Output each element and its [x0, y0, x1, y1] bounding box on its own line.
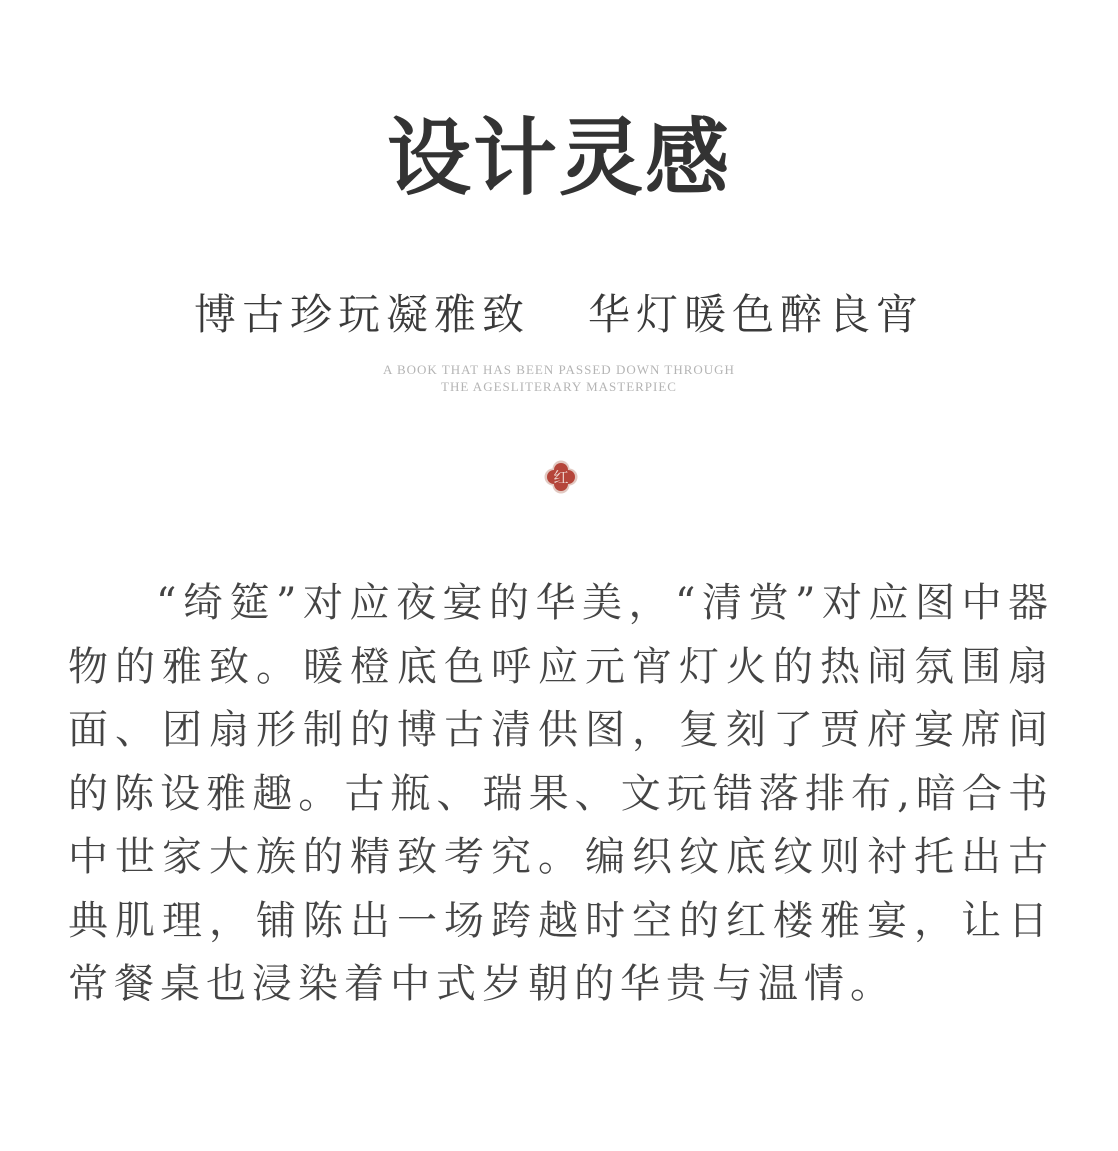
- seal-icon-graphic: [542, 458, 580, 496]
- seal-glyph: 红: [553, 468, 569, 487]
- english-tagline-line-2: THE AGESLITERARY MASTERPIEC: [441, 379, 677, 394]
- page-subtitle: 博古珍玩凝雅致 华灯暖色醉良宵: [193, 290, 925, 339]
- english-tagline: [0, 361, 1118, 395]
- design-description-paragraph: “绮筵”对应夜宴的华美，“清赏”对应图中器物的雅致。暖橙底色呼应元宵灯火的热闹氛围扇面、团扇形制的博古清供图，复刻了贾府宴席间的陈设雅趣。古瓶、瑞果、文玩错落排布,暗合书中世家大族的精致考究。编织纹底纹则衬托出古典肌理，铺陈出一场跨越时空的红楼雅宴，让日常餐桌也浸染着中式岁朝的华贵与温情。: [68, 580, 1054, 1007]
- page-title: 设计灵感: [386, 108, 731, 207]
- english-tagline-line-1: A BOOK THAT HAS BEEN PASSED DOWN THROUGH: [383, 362, 735, 377]
- seal-icon: [542, 458, 580, 496]
